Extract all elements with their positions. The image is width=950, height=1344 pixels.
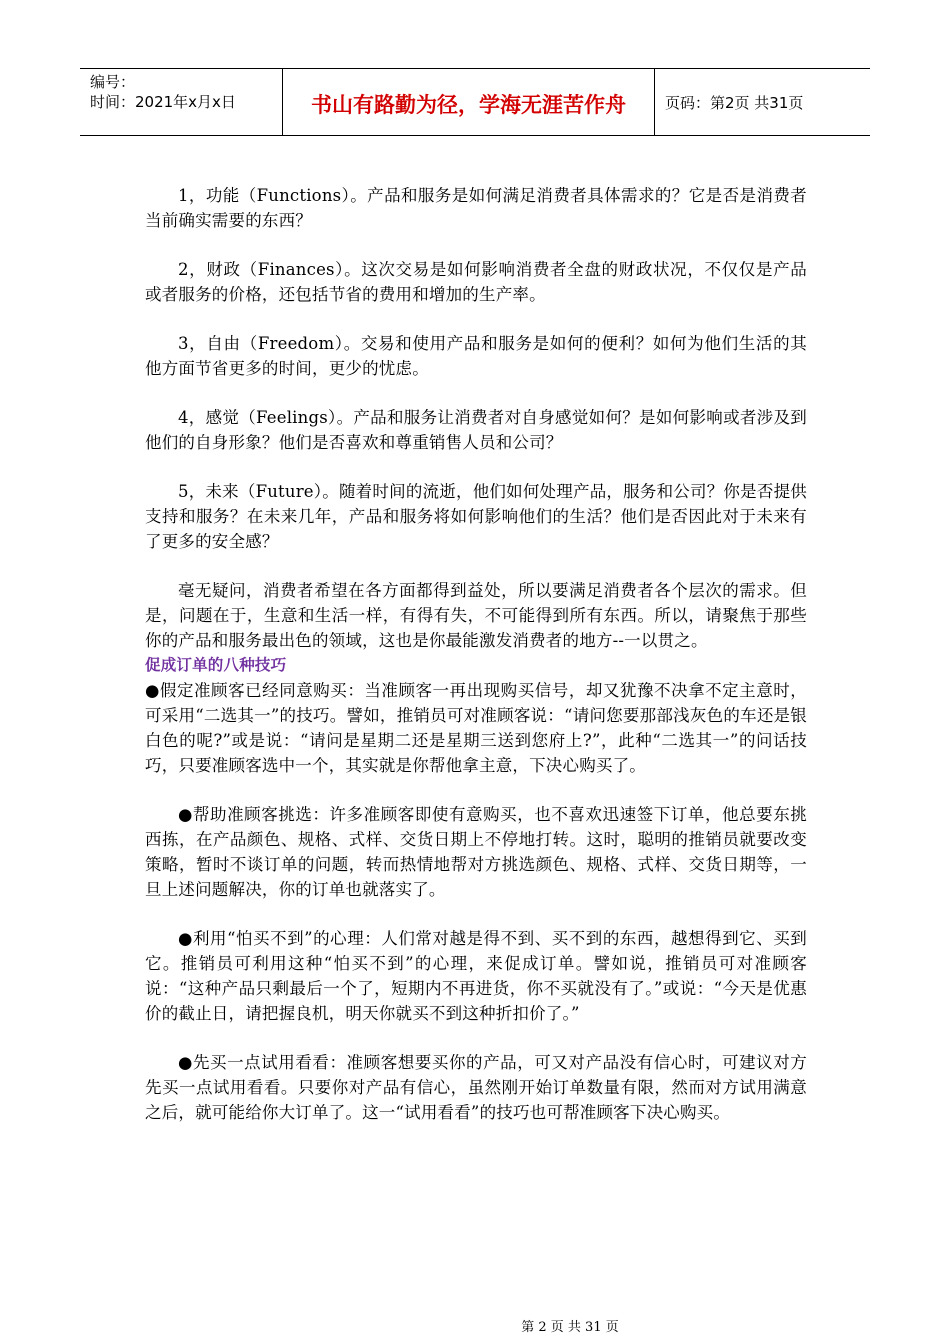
technique-help-choose: ●帮助准顾客挑选：许多准顾客即使有意购买，也不喜欢迅速签下订单，他总要东挑西拣，在产品颜色、规格、式样、交货日期上不停地打转。这时，聪明的推销员就要改变策略，暂时不谈订单的问题，转而热情地帮对方挑选颜色、规格、式样、交货日期等，一旦上述问题解决，你的订单也就落实了。 xyxy=(145,805,807,899)
header-page-code: 页码：第2页 共31页 xyxy=(665,93,804,112)
number-label: 编号： xyxy=(90,73,136,91)
paragraph-finances: 2，财政（Finances）。这次交易是如何影响消费者全盘的财政状况，不仅仅是产品或者服务的价格，还包括节省的费用和增加的生产率。 xyxy=(145,260,807,304)
page-footer: 第 2 页 共 31 页 xyxy=(521,1320,619,1335)
header-motto: 书山有路勤为径，学海无涯苦作舟 xyxy=(282,69,655,135)
header-meta xyxy=(80,69,282,135)
paragraph-future: 5，未来（Future）。随着时间的流逝，他们如何处理产品，服务和公司？你是否提供支持和服务？在未来几年，产品和服务将如何影响他们的生活？他们是否因此对于未来有了更多的安全感？ xyxy=(145,482,807,551)
technique-trial-purchase: ●先买一点试用看看：准顾客想要买你的产品，可又对产品没有信心时，可建议对方先买一点试用看看。只要你对产品有信心，虽然刚开始订单数量有限，然而对方试用满意之后，就可能给你大订单了。这一“试用看看”的技巧也可帮准顾客下决心购买。 xyxy=(145,1053,807,1122)
section-heading: 促成订单的八种技巧 xyxy=(145,656,287,674)
page-header xyxy=(80,68,870,136)
paragraph-functions: 1，功能（Functions）。产品和服务是如何满足消费者具体需求的？它是否是消费者当前确实需要的东西？ xyxy=(145,186,807,230)
paragraph-freedom: 3，自由（Freedom）。交易和使用产品和服务是如何的便利？如何为他们生活的其他方面节省更多的时间，更少的忧虑。 xyxy=(145,334,807,378)
paragraph-feelings: 4，感觉（Feelings）。产品和服务让消费者对自身感觉如何？是如何影响或者涉及到他们的自身形象？他们是否喜欢和尊重销售人员和公司？ xyxy=(145,408,807,452)
document-body xyxy=(145,183,807,1125)
time-label: 时间：2021年x月x日 xyxy=(90,93,236,111)
paragraph-summary: 毫无疑问，消费者希望在各方面都得到益处，所以要满足消费者各个层次的需求。但是，问题在于，生意和生活一样，有得有失，不可能得到所有东西。所以，请聚焦于那些你的产品和服务最出色的领域，这也是你最能激发消费者的地方--一以贯之。 xyxy=(145,581,807,650)
technique-scarcity: ●利用“怕买不到”的心理：人们常对越是得不到、买不到的东西，越想得到它、买到它。推销员可利用这种“怕买不到”的心理，来促成订单。譬如说，推销员可对准顾客说：“这种产品只剩最后一个了，短期内不再进货，你不买就没有了。”或说：“今天是优惠价的截止日，请把握良机，明天你就买不到这种折扣价了。” xyxy=(145,929,807,1023)
technique-assume-agreement: ●假定准顾客已经同意购买：当准顾客一再出现购买信号，却又犹豫不决拿不定主意时，可采用“二选其一”的技巧。譬如，推销员可对准顾客说：“请问您要那部浅灰色的车还是银白色的呢?”或是说：“请问是星期二还是星期三送到您府上?”，此种“二选其一”的问话技巧，只要准顾客选中一个，其实就是你帮他拿主意，下决心购买了。 xyxy=(145,681,807,775)
